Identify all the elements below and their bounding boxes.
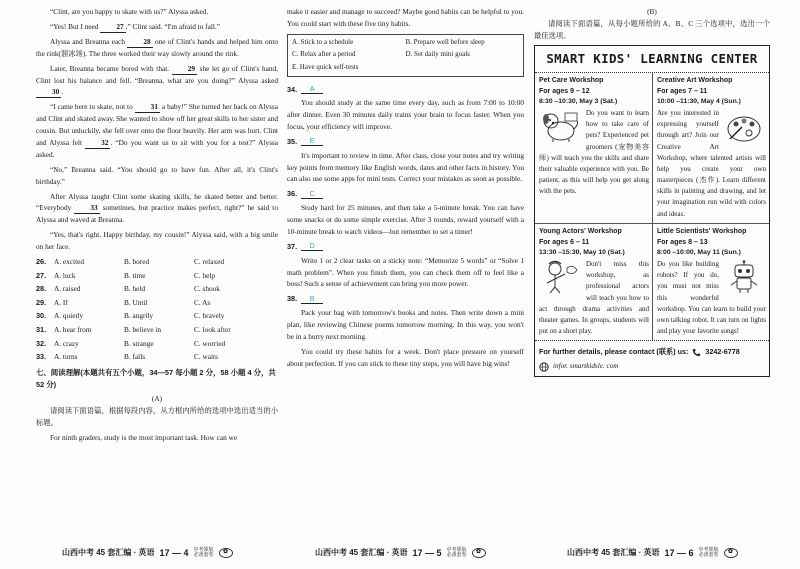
part-label-b: (B): [647, 7, 657, 16]
question-paragraph: Study hard for 25 minutes, and then take a 5-minute break. You can have some snacks or do some simple exercise. After 3 rounds, reward yourself with a 10-minute break to watch videos—but remember to set a timer!: [287, 203, 524, 236]
passage-paragraph: [36, 191, 278, 226]
option-a: A. crazy: [54, 338, 79, 348]
instruction: 请阅读下面语篇，根据每段内容，从方框内所给的选项中选出适当的小标题。: [36, 405, 278, 427]
workshop-young-actors: [535, 223, 652, 341]
blank-number: 28: [127, 38, 152, 48]
question-paragraph: You should study at the same time every day, such as from 7:00 to 10:00 after dinner. Even 30 minutes daily trains your brain to focus faster. When you focus, your efficiency will improve.: [287, 98, 524, 132]
workshop-creative-art: [652, 73, 769, 223]
answer-blank[interactable]: D: [301, 242, 323, 251]
workshop-time: 10:00 –11:30, May 4 (Sun.): [657, 98, 741, 106]
passage-text: sometimes, but practice makes perfect, right?” he said to Alyssa and waved at Breanna.: [36, 203, 278, 225]
option-number: 30.: [36, 311, 47, 321]
footer-title: 山西中考 45 套汇编 · 英语: [62, 547, 155, 557]
option-c: C. look after: [194, 324, 231, 334]
option-c: C. bravely: [194, 311, 225, 321]
option-b: B. falls: [124, 352, 146, 362]
footer-title: 山西中考 45 套汇编 · 英语: [567, 547, 660, 557]
option-b: B. time: [124, 270, 146, 280]
globe-icon: [539, 362, 549, 372]
option-b: B. believe in: [124, 324, 162, 334]
passage-text: Later, Breanna became bored with that.: [50, 63, 172, 73]
passage-text: “No,” Breanna said. “You should go to have fun. After all, it's Clint's birthday.”: [36, 164, 278, 186]
question-paragraph: You could try these habits for a week. Don't place pressure on yourself about perfection. If you can stick to these tiny steps, you will have big wins!: [287, 346, 524, 368]
workshop-desc: Don't miss this workshop, as professional actors will teach you how to act through drama activities and theater games. In groups, students will put on a short play.: [539, 260, 649, 336]
workshop-time: 8:00 –10:00, May 11 (Sun.): [657, 249, 741, 257]
option-a: A. If: [54, 297, 68, 307]
option-c: C. relaxed: [194, 256, 224, 266]
workshop-ages: For ages 6 – 11: [539, 239, 590, 246]
cloze-options: [36, 256, 278, 363]
blank-number: 29: [172, 65, 197, 75]
option-a: A. excited: [54, 256, 84, 266]
option-b: B. Until: [124, 297, 148, 307]
footer-tag: 必备套卷: [698, 552, 719, 559]
workshop-title: Little Scientists' Workshop: [657, 227, 747, 235]
workshop-title: Creative Art Workshop: [657, 76, 733, 84]
column-3: [534, 6, 770, 377]
page-footer-3: [567, 546, 738, 561]
question-row: [287, 136, 524, 148]
footer-tag: 中考领航: [193, 546, 214, 553]
option-a: A. luck: [54, 270, 76, 280]
logo-icon: ✿: [724, 548, 738, 558]
poster-footer: [535, 340, 769, 375]
passage-text: “I came here to skate, not to: [50, 102, 135, 112]
blank-number: 31: [135, 103, 160, 113]
option-number: 26.: [36, 256, 47, 266]
workshop-pet-care: [535, 73, 652, 223]
contact-label: For further details, please contact (联系) us:: [539, 347, 689, 357]
question-number: 35.: [287, 137, 298, 147]
passage-paragraph: [36, 21, 278, 33]
passage-intro: For ninth graders, study is the most important task. How can we: [50, 432, 238, 442]
box-option: B. Prepare well before sleep: [405, 37, 485, 46]
passage-paragraph: [36, 164, 278, 188]
workshop-little-scientists: [652, 223, 769, 341]
poster-title: SMART KIDS' LEARNING CENTER: [535, 46, 769, 72]
option-b: B. strange: [124, 338, 154, 348]
page-footer-1: [62, 546, 233, 561]
footer-title: 山西中考 45 套汇编 · 英语: [315, 547, 408, 557]
option-b: B. held: [124, 284, 146, 294]
question-number: 37.: [287, 241, 298, 251]
workshop-desc: Do you like building robots? If you do, you must not miss this wonderful workshop. You can learn to build your own talking robot. It can turn on lights and play your favorite songs!: [657, 260, 766, 336]
passage-text: “Yes! But I need: [50, 22, 101, 31]
passage-text: “Clint, are you happy to skate with us?” Alyssa asked.: [50, 7, 209, 16]
workshop-ages: For ages 9 – 12: [539, 87, 590, 95]
question-number: 36.: [287, 189, 298, 199]
passage-paragraph: [36, 63, 278, 98]
workshop-title: Young Actors' Workshop: [539, 227, 622, 235]
blank-number: 30: [36, 88, 61, 98]
footer-tag: 中考领航: [446, 546, 467, 553]
footer-tag: 必备套卷: [193, 552, 214, 559]
logo-icon: ✿: [472, 548, 486, 558]
instruction-b: 请阅读下面语篇，从每小题所给的 A、B、C 三个选项中，选出一个最佳选项。: [534, 18, 770, 40]
blank-number: 33: [74, 204, 99, 214]
answer-blank[interactable]: A: [301, 85, 323, 94]
question-row: [287, 188, 524, 200]
passage-text: one of Clint's hands and helped him onto the rink(溜冰场). The three worked their way slowly around the rink.: [36, 37, 279, 58]
box-option: D. Set daily mini goals: [405, 50, 470, 59]
option-c: C. help: [194, 270, 216, 280]
painter-icon: [722, 109, 766, 143]
workshop-time: 13:30 –15:30, May 10 (Sat.): [539, 249, 625, 257]
option-a: A. hear from: [54, 324, 92, 334]
option-b: B. bored: [124, 256, 150, 266]
page-number: 17 — 5: [412, 548, 442, 558]
passage-intro-cont: make it easier and manage to succeed? Maybe good habits can be helpful to you. You could start with these five tiny habits.: [287, 7, 524, 28]
passage-text: a baby!” She turned her back on Alyssa and Clint and skated away. She wanted to show off her great skills to her sister and cousin. But unluckily, she fell over onto the floor heavily. Her arm was hurt. Clint and Alyssa felt: [36, 102, 278, 147]
box-option: E. Have quick self-tests: [292, 63, 359, 72]
passage-text: “Yes, that's right. Happy birthday, my cousin!” Alyssa said, with a big smile on her face.: [36, 230, 278, 251]
blank-number: 27: [100, 23, 125, 33]
option-c: C. shook: [194, 284, 220, 294]
question-list: [287, 84, 524, 370]
website: infor. smartkidsle. com: [553, 362, 619, 371]
answer-blank[interactable]: E: [301, 137, 323, 146]
cloze-passage: [36, 6, 278, 253]
section-heading: 七、阅读理解(本题共有五个小题，34—57 每小题 2 分，58 小题 4 分，共 52 分): [36, 368, 276, 389]
question-paragraph: Write 1 or 2 clear tasks on a sticky note: “Memorize 5 words” or “Solve 1 math problem”. When you finish them, you can check them off to feel like a boss! Such a sense of achievement can bring you more power.: [287, 255, 524, 289]
passage-text: . “Do you want us to sit with you for a test?” Alyssa asked.: [36, 137, 278, 159]
option-c: C. waits: [194, 352, 218, 362]
logo-icon: ✿: [219, 548, 233, 558]
actor-icon: [539, 260, 583, 294]
passage-text: she let go of Clint's hand, Clint lost his balance and fell. “Breanna, what are you doing?” Alyssa asked: [36, 63, 278, 85]
part-label: (A): [151, 393, 163, 403]
question-paragraph: It's important to review in time. After class, close your notes and try writing key points from memory like English words, dates and other facts in history. You can also use some apps for mini tests. Correct your mistakes as soon as possible.: [287, 150, 524, 184]
dog-icon: [539, 109, 583, 143]
option-number: 31.: [36, 324, 47, 334]
question-row: [287, 241, 524, 253]
question-paragraph: Pack your bag with tomorrow's books and notes. Then write down a mini plan, like reviewing Chinese poems tomorrow morning. In this way, you won't be in a hurry next morning.: [287, 308, 524, 341]
question-row: [287, 293, 524, 305]
workshop-time: 8:30 –10:30, May 3 (Sat.): [539, 98, 618, 106]
workshop-ages: For ages 8 – 13: [657, 239, 708, 246]
footer-tag: 中考领航: [698, 546, 719, 553]
question-row: [287, 84, 524, 96]
option-a: A. quietly: [54, 311, 84, 321]
passage-text: ,” Clint said. “I'm afraid to fall.”: [125, 22, 220, 31]
options-box: [287, 34, 524, 77]
passage-text: After Alyssa taught Clint some skating skills, he skated better and better. “Everybody: [36, 191, 278, 213]
option-number: 29.: [36, 297, 47, 307]
passage-paragraph: [36, 101, 278, 160]
option-c: C. worried: [194, 338, 226, 348]
poster: [534, 45, 770, 376]
option-number: 32.: [36, 338, 47, 348]
page-number: 17 — 6: [664, 548, 694, 558]
phone-number: 3242-6778: [705, 347, 740, 357]
box-option: C. Relax after a period: [292, 50, 356, 59]
footer-tag: 必备套卷: [446, 552, 467, 559]
passage-paragraph: [36, 36, 278, 60]
option-number: 28.: [36, 284, 47, 294]
question-number: 38.: [287, 294, 298, 304]
option-number: 33.: [36, 352, 47, 362]
passage-paragraph: [36, 6, 278, 18]
robot-icon: [722, 260, 766, 294]
option-b: B. angrily: [124, 311, 154, 321]
page-number: 17 — 4: [159, 548, 189, 558]
passage-text: Alyssa and Breanna each: [50, 37, 128, 46]
workshop-title: Pet Care Workshop: [539, 76, 604, 84]
answer-blank[interactable]: C: [301, 190, 323, 199]
question-number: 34.: [287, 84, 298, 94]
column-1: [36, 6, 278, 447]
option-number: 27.: [36, 270, 47, 280]
phone-icon: [692, 348, 701, 357]
option-a: A. turns: [54, 352, 78, 362]
workshop-desc: Do you want to learn how to take care of pets? Experienced pet groomers (宠物美容师) will teach you the skills and share their valuable experience with you. Be patient, as this will help you get along with the pets.: [539, 108, 649, 196]
column-2: [287, 6, 524, 373]
box-option: A. Stick to a schedule: [292, 37, 354, 46]
option-c: C. As: [194, 297, 211, 307]
answer-blank[interactable]: B: [301, 295, 323, 304]
workshop-ages: For ages 7 – 11: [657, 87, 708, 95]
blank-number: 32: [85, 139, 110, 149]
passage-text: .: [61, 87, 64, 97]
workshop-desc: Are you interested in expressing yourself through art? Join our Creative Art Workshop, where talented artists will help you create your own masterpieces (杰作). Learn different skills in painting and drawing, and let your imagination run wild with colors and ideas.: [657, 108, 766, 218]
option-a: A. raised: [54, 284, 81, 294]
page-footer-2: [315, 546, 486, 561]
passage-paragraph: [36, 229, 278, 253]
